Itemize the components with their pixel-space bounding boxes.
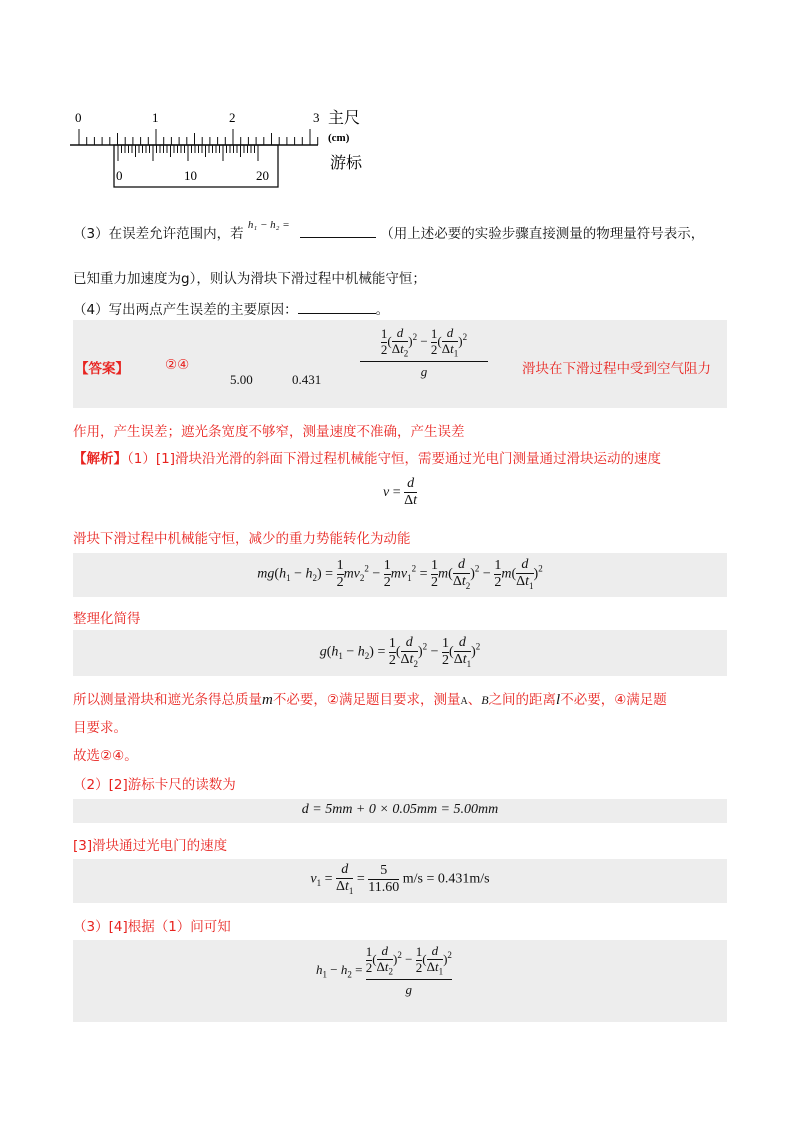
- vernier-tick-label-20: 20: [256, 168, 269, 183]
- q3-expression: h₁ − h₂ =: [247, 219, 290, 231]
- unit-label: (cm): [328, 132, 350, 144]
- question-3-line-1: （3）在误差允许范围内，若 $^{h_1 - h_2 =}$ （用上述必要的实验步骤直接测量的物理量符号表示，: [73, 219, 705, 242]
- analysis-p2: 滑块下滑过程中机械能守恒，减少的重力势能转化为动能: [73, 531, 411, 547]
- eq-energy: $mg(h_1 - h_2)$ = $\frac{1}{2}$ $mv_2^2$ − $\frac{1}{2}$ $mv_1^2$ = $\frac{1}{2}$ m( $\frac{d}{\Delta t_2}$ )$^2$ − $\frac{1}{2}$ m( $\frac{d}{\Delta t_1}$ )$^2$: [257, 557, 543, 591]
- vernier-label: 游标: [330, 153, 363, 172]
- answer-label: 【答案】: [75, 361, 129, 377]
- question-3-line-2: 已知重力加速度为g），则认为滑块下滑过程中机械能守恒；: [73, 271, 426, 287]
- question-4: （4）写出两点产生误差的主要原因： 。: [73, 302, 390, 318]
- eq-velocity: v = $\frac{d}{\Delta t}$: [382, 476, 418, 509]
- main-scale: [70, 129, 318, 145]
- main-tick-label-1: 1: [152, 110, 159, 125]
- eq-speed: $v_1$ = $\frac{d}{\Delta t_1}$ = $\frac{5}{11.60}$ m/s = 0.431m/s: [310, 862, 490, 896]
- vernier-tick-label-10: 10: [184, 168, 197, 183]
- answer-2: 5.00: [230, 372, 253, 387]
- analysis-p3: 整理化简得: [73, 611, 141, 627]
- answer-blank[interactable]: [300, 225, 376, 238]
- analysis-p7: [3]滑块通过光电门的速度: [73, 838, 228, 854]
- analysis-p4-line-2: 目要求。: [73, 720, 127, 736]
- main-tick-label-3: 3: [313, 110, 320, 125]
- analysis-p6: （2）[2]游标卡尺的读数为: [73, 777, 236, 793]
- eq-reading: d = 5mm + 0 × 0.05mm = 5.00mm: [301, 802, 499, 817]
- answer-4: 滑块在下滑过程中受到空气阻力: [522, 361, 711, 377]
- vernier-tick-label-0: 0: [116, 168, 123, 183]
- main-tick-label-0: 0: [75, 110, 82, 125]
- answer-1: ②④: [165, 357, 190, 373]
- answer-3: 0.431: [292, 372, 322, 387]
- analysis-p8: （3）[4]根据（1）问可知: [73, 919, 231, 935]
- answer-blank-q4[interactable]: [298, 301, 376, 314]
- vernier-caliper-figure: [70, 105, 380, 195]
- answer-formula: $\frac{1}{2}$ ( $\frac{d}{\Delta t_2}$ )$^2$ − $\frac{1}{2}$ ( $\frac{d}{\Delta t_1}$ )$^2$ g: [360, 326, 488, 380]
- analysis-p4: 所以测量滑块和遮光条得总质量m不必要，②满足题目要求，测量A、B之间的距离l不必要，④满足题: [73, 692, 667, 708]
- analysis-p5: 故选②④。: [73, 748, 138, 764]
- analysis-p1: 【解析】（1）[1]滑块沿光滑的斜面下滑过程机械能守恒，需要通过光电门测量通过滑块运动的速度: [73, 451, 661, 467]
- main-scale-label: 主尺: [328, 108, 361, 127]
- eq-simplified: $g(h_1 - h_2)$ = $\frac{1}{2}$ ( $\frac{d}{\Delta t_2}$ )$^2$ − $\frac{1}{2}$ ( $\frac{d}{\Delta t_1}$ )$^2$: [319, 635, 481, 669]
- main-tick-label-2: 2: [229, 110, 236, 125]
- eq-final: $h_1 - h_2$ = $\frac{1}{2}$ ( $\frac{d}{\Delta t_2}$ )$^2$ − $\frac{1}{2}$ ( $\frac{d}{\Delta t_1}$ )$^2$ g: [316, 943, 452, 997]
- answer-line-2: 作用，产生误差；遮光条宽度不够窄，测量速度不准确，产生误差: [73, 424, 465, 440]
